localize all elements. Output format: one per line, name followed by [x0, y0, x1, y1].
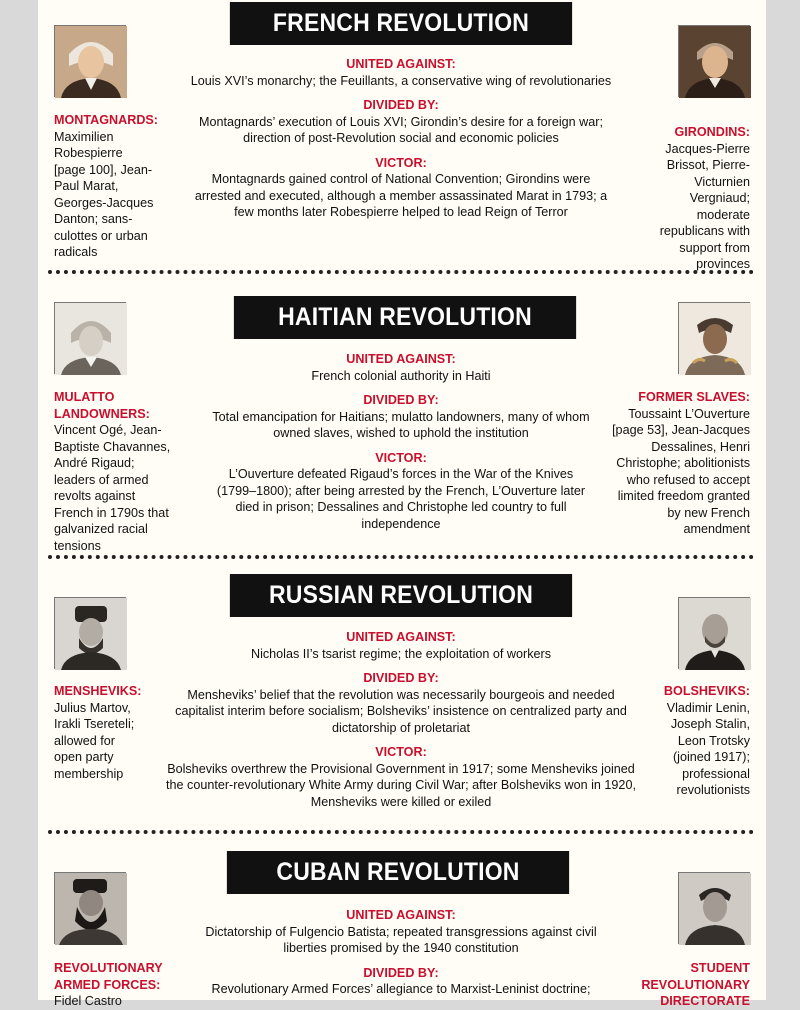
faction-description: Vincent Ogé, Jean-Baptiste Chavannes, André Rigaud; leaders of armed revolts against French in 1790s that galvanized racial tensions: [54, 423, 171, 553]
faction-revolutionary-armed-forces: [54, 960, 180, 1010]
faction-mulatto-landowners: [54, 389, 176, 554]
comparison-body: [188, 56, 614, 221]
faction-student-directorate: [628, 960, 750, 1010]
faction-description: Julius Martov, Irakli Tsereteli; allowed for open party membership: [54, 700, 135, 781]
united-against-text: Louis XVI’s monarchy; the Feuillants, a conservative wing of revolutionaries: [190, 73, 612, 88]
united-against-label: UNITED AGAINST:: [346, 908, 456, 922]
section-title-banner: FRENCH REVOLUTION: [230, 2, 572, 45]
infographic-page: [38, 0, 766, 1008]
divided-by-text: Mensheviks’ belief that the revolution was necessarily bourgeois and needed capitalist interim before socialism; Bolsheviks’ insistence on centralized party and dictatorship of proletariat: [175, 687, 627, 735]
faction-heading: FORMER SLAVES:: [638, 390, 750, 404]
section-haitian-revolution: [38, 280, 766, 555]
portrait-lenin-image: [678, 597, 750, 669]
victor-text: Montagnards gained control of National Convention; Girondins were arrested and executed, although a member assassinated Marat in 1793; a few months later Robespierre helped to lead Reign of Terror: [194, 172, 608, 219]
united-against-text: Dictatorship of Fulgencio Batista; repeated transgressions against civil liberties promised by the 1940 constitution: [205, 924, 597, 955]
united-against-label: UNITED AGAINST:: [346, 352, 456, 366]
section-french-revolution: [38, 0, 766, 270]
divided-by-label: DIVIDED BY:: [363, 98, 439, 112]
faction-heading: STUDENT REVOLUTIONARY DIRECTORATE: [641, 961, 750, 1008]
comparison-body: [208, 351, 594, 532]
faction-heading: BOLSHEVIKS:: [663, 684, 750, 698]
faction-heading: REVOLUTIONARY ARMED FORCES:: [54, 961, 163, 992]
dotted-divider: [48, 555, 754, 559]
victor-label: VICTOR:: [375, 155, 427, 170]
faction-girondins: [650, 124, 750, 273]
faction-description: Fidel Castro: [54, 994, 122, 1008]
section-title-banner: CUBAN REVOLUTION: [227, 851, 569, 894]
united-against-label: UNITED AGAINST:: [346, 630, 456, 644]
comparison-body: [162, 629, 640, 810]
section-russian-revolution: [38, 565, 766, 830]
faction-heading: GIRONDINS:: [674, 125, 750, 139]
dotted-divider: [48, 270, 754, 274]
portrait-brissot-image: [678, 25, 750, 97]
divided-by-text: Total emancipation for Haitians; mulatto landowners, many of whom owned slaves, wished to uphold the institution: [212, 409, 590, 440]
portrait-rigaud-image: [54, 302, 126, 374]
faction-description: Jacques-Pierre Brissot, Pierre-Victurnien Vergniaud; moderate republicans with support from provinces: [659, 141, 750, 271]
united-against-text: French colonial authority in Haiti: [311, 368, 491, 383]
portrait-robespierre-image: [54, 25, 126, 97]
portrait-student-leader-image: [678, 872, 750, 944]
united-against-text: Nicholas II’s tsarist regime; the exploitation of workers: [250, 646, 552, 661]
faction-description: Toussaint L’Ouverture [page 53], Jean-Jacques Dessalines, Henri Christophe; abolitionists who refused to accept limited freedom granted by new French amendment: [612, 406, 750, 536]
divided-by-label: DIVIDED BY:: [363, 671, 439, 685]
portrait-louverture-image: [678, 302, 750, 374]
section-title-banner: RUSSIAN REVOLUTION: [230, 574, 572, 617]
victor-label: VICTOR:: [375, 450, 427, 465]
section-cuban-revolution: [38, 840, 766, 1008]
section-title-banner: HAITIAN REVOLUTION: [234, 296, 576, 339]
faction-montagnards: [54, 112, 159, 261]
comparison-body: [188, 907, 614, 998]
faction-description: Vladimir Lenin, Joseph Stalin, Leon Trotsky (joined 1917); professional revolutionists: [666, 700, 750, 797]
victor-label: VICTOR:: [375, 745, 427, 759]
divided-by-text: Montagnards’ execution of Louis XVI; Girondin’s desire for a foreign war; direction of post-Revolution social and economic policies: [199, 114, 603, 145]
faction-bolsheviks: [654, 683, 750, 799]
faction-former-slaves: [610, 389, 750, 538]
united-against-label: UNITED AGAINST:: [346, 57, 456, 71]
faction-description: Maximilien Robespierre [page 100], Jean-Paul Marat, Georges-Jacques Danton; sans-culottes or urban radicals: [54, 129, 154, 259]
faction-heading: MONTAGNARDS:: [54, 113, 159, 127]
faction-heading: MULATTO LANDOWNERS:: [54, 390, 150, 421]
faction-mensheviks: [54, 683, 146, 782]
divided-by-label: DIVIDED BY:: [363, 965, 439, 980]
portrait-castro-image: [54, 872, 126, 944]
victor-text: Bolsheviks overthrew the Provisional Government in 1917; some Mensheviks joined the counter-revolutionary White Army during Civil War; after Bolsheviks won in 1920, Mensheviks were killed or exiled: [166, 761, 636, 809]
divided-by-text: Revolutionary Armed Forces’ allegiance to Marxist-Leninist doctrine;: [211, 982, 591, 996]
portrait-martov-image: [54, 597, 126, 669]
faction-heading: MENSHEVIKS:: [54, 684, 142, 698]
dotted-divider: [48, 830, 754, 834]
victor-text: L’Ouverture defeated Rigaud’s forces in the War of the Knives (1799–1800); after being arrested by the French, L’Ouverture later died in prison; Dessalines and Christophe led country to full independence: [216, 467, 586, 531]
divided-by-label: DIVIDED BY:: [363, 393, 439, 407]
